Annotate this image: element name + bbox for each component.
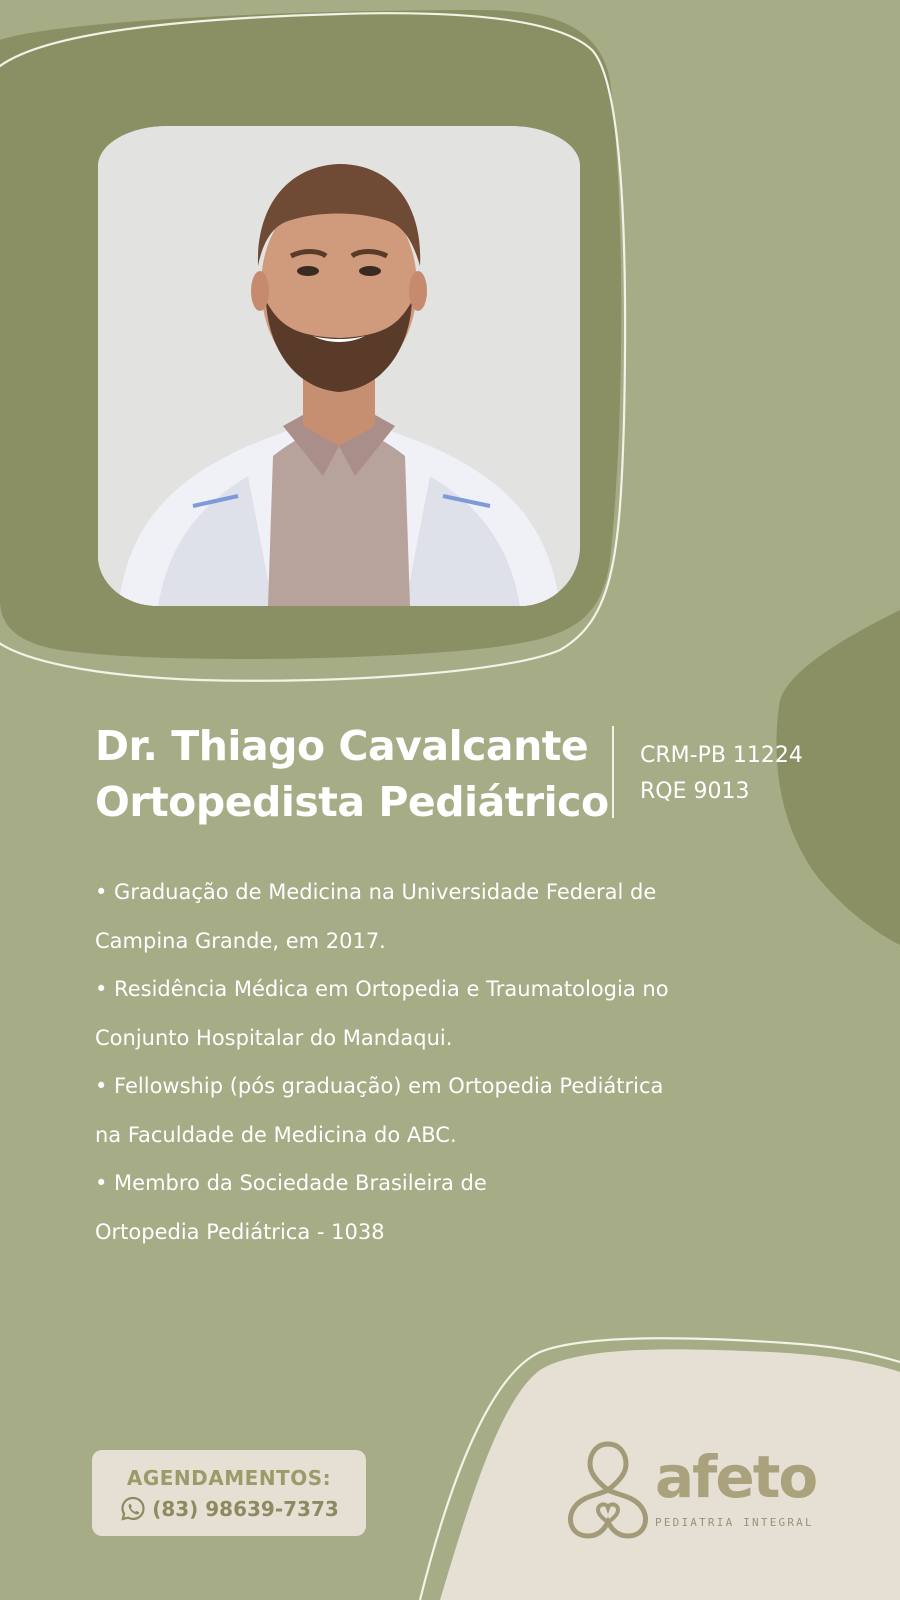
bio-line: na Faculdade de Medicina do ABC. bbox=[95, 1122, 457, 1147]
doctor-specialty: Ortopedista Pediátrico bbox=[95, 778, 609, 826]
heart-knot-logo-icon bbox=[560, 1440, 656, 1540]
doctor-portrait bbox=[98, 126, 580, 606]
doctor-photo bbox=[98, 126, 580, 606]
bio-line: • Fellowship (pós graduação) em Ortopedia Pediátrica bbox=[95, 1074, 664, 1098]
brand-name: afeto bbox=[655, 1443, 817, 1511]
whatsapp-icon bbox=[119, 1495, 147, 1523]
bio-line: Ortopedia Pediátrica - 1038 bbox=[95, 1219, 385, 1244]
scheduling-title: AGENDAMENTOS: bbox=[126, 1466, 332, 1490]
scheduling-phone-row[interactable] bbox=[92, 1495, 366, 1523]
rqe-number: RQE 9013 bbox=[640, 779, 750, 804]
bio-line: • Membro da Sociedade Brasileira de bbox=[95, 1171, 487, 1195]
registration-info bbox=[640, 738, 803, 810]
doctor-name: Dr. Thiago Cavalcante bbox=[95, 722, 589, 770]
bio-line: Campina Grande, em 2017. bbox=[95, 928, 386, 953]
bio-line: • Graduação de Medicina na Universidade Federal de bbox=[95, 880, 657, 904]
bio-line: Conjunto Hospitalar do Mandaqui. bbox=[95, 1025, 453, 1050]
scheduling-card[interactable] bbox=[92, 1450, 366, 1536]
heading-divider bbox=[612, 726, 614, 818]
afeto-logo bbox=[555, 1440, 835, 1540]
crm-number: CRM-PB 11224 bbox=[640, 743, 803, 768]
brand-tagline: PEDIATRIA INTEGRAL bbox=[655, 1516, 814, 1529]
doctor-heading bbox=[95, 718, 609, 830]
scheduling-phone[interactable]: (83) 98639-7373 bbox=[152, 1497, 339, 1521]
bio-list bbox=[95, 868, 755, 1256]
bio-line: • Residência Médica em Ortopedia e Traumatologia no bbox=[95, 977, 669, 1001]
